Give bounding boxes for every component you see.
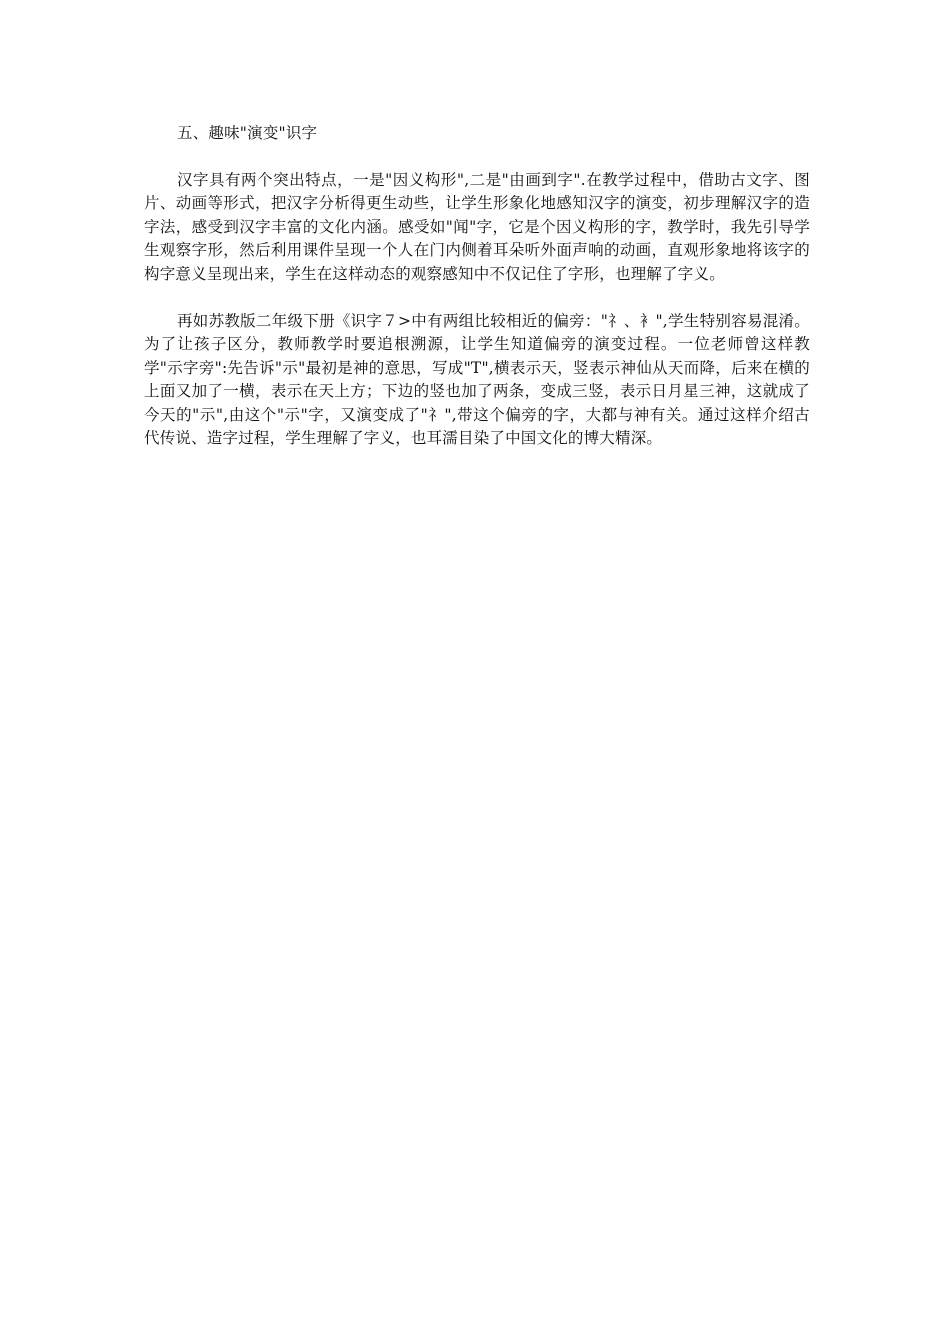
spacer — [144, 146, 810, 169]
spacer — [144, 286, 810, 310]
section-heading: 五、趣味"演变"识字 — [177, 124, 318, 142]
paragraph-1: 汉字具有两个突出特点，一是"因义构形",二是"由画到字".在教学过程中，借助古文字、图片、动画等形式，把汉字分析得更生动些，让学生形象化地感知汉字的演变，初步理解汉字的造字法，感受到汉字丰富的文化内涵。感受如"闻"字，它是个因义构形的字，教学时，我先引导学生观察字形，然后利用课件呈现一个人在门内侧着耳朵听外面声响的动画，直观形象地将该字的构字意义呈现出来，学生在这样动态的观察感知中不仅记住了字形，也理解了字义。 — [144, 170, 810, 283]
paragraph-2: 再如苏教版二年级下册《识字７>中有两组比较相近的偏旁："礻、衤",学生特别容易混淆。为了让孩子区分，教师教学时要追根溯源，让学生知道偏旁的演变过程。一位老师曾这样教学"示字旁":先告诉"示"最初是神的意思，写成"T",横表示天，竖表示神仙从天而降，后来在横的上面又加了一横，表示在天上方；下边的竖也加了两条，变成三竖，表示日月星三神，这就成了今天的"示",由这个"示"字，又演变成了"礻",带这个偏旁的字，大都与神有关。通过这样介绍古代传说、造字过程，学生理解了字义，也耳濡目染了中国文化的博大精深。 — [144, 311, 810, 447]
document-body — [144, 122, 810, 451]
